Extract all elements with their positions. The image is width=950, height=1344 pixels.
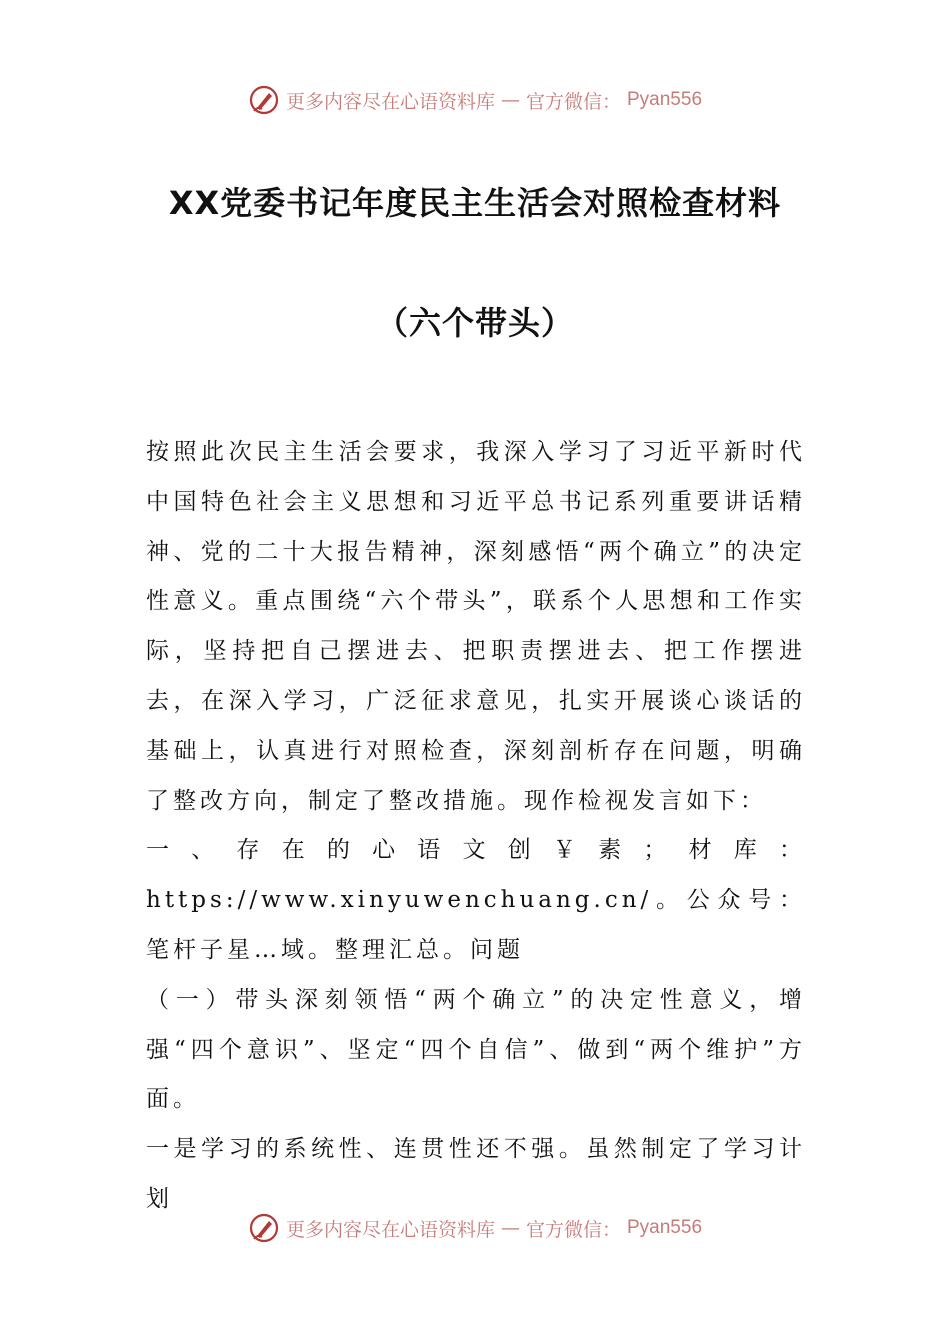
watermark-label: 官方微信： [525, 90, 621, 113]
watermark-label: 官方微信： [525, 1218, 621, 1241]
header-watermark [0, 84, 950, 116]
watermark-wechat-id: Pyan556 [627, 89, 703, 110]
paragraph-section-heading: 一、存在的心语文创￥素；材库：https://www.xinyuwenchuang.cn/。公众号：笔杆子星…域。整理汇总。问题 [146, 837, 806, 963]
paragraph-intro: 按照此次民主生活会要求，我深入学习了习近平新时代中国特色社会主义思想和习近平总书记系列重要讲话精神、党的二十大报告精神，深刻感悟“两个确立”的决定性意义。重点围绕“六个带头”，联系个人思想和工作实际，坚持把自己摆进去、把职责摆进去、把工作摆进去，在深入学习，广泛征求意见，扎实开展谈心谈话的基础上，认真进行对照检查，深刻剖析存在问题，明确了整改方向，制定了整改措施。现作检视发言如下： [146, 439, 806, 814]
footer-watermark [0, 1212, 950, 1244]
document-title: XX党委书记年度民主生活会对照检查材料 [168, 184, 782, 222]
watermark-separator: — [500, 89, 520, 111]
document-body [146, 428, 806, 1225]
document-subtitle: （六个带头） [375, 304, 574, 342]
paragraph-point-one: 一是学习的系统性、连贯性还不强。虽然制定了学习计划 [146, 1136, 806, 1212]
pen-logo-icon [248, 84, 280, 116]
watermark-separator: — [500, 1217, 520, 1239]
paragraph-subsection-heading: （一）带头深刻领悟“两个确立”的决定性意义，增强“四个意识”、坚定“四个自信”、做到“两个维护”方面。 [146, 986, 806, 1113]
watermark-text: 更多内容尽在心语资料库 [285, 90, 495, 113]
watermark-text: 更多内容尽在心语资料库 [285, 1218, 495, 1241]
pen-logo-icon [248, 1212, 280, 1244]
watermark-wechat-id: Pyan556 [627, 1217, 703, 1238]
